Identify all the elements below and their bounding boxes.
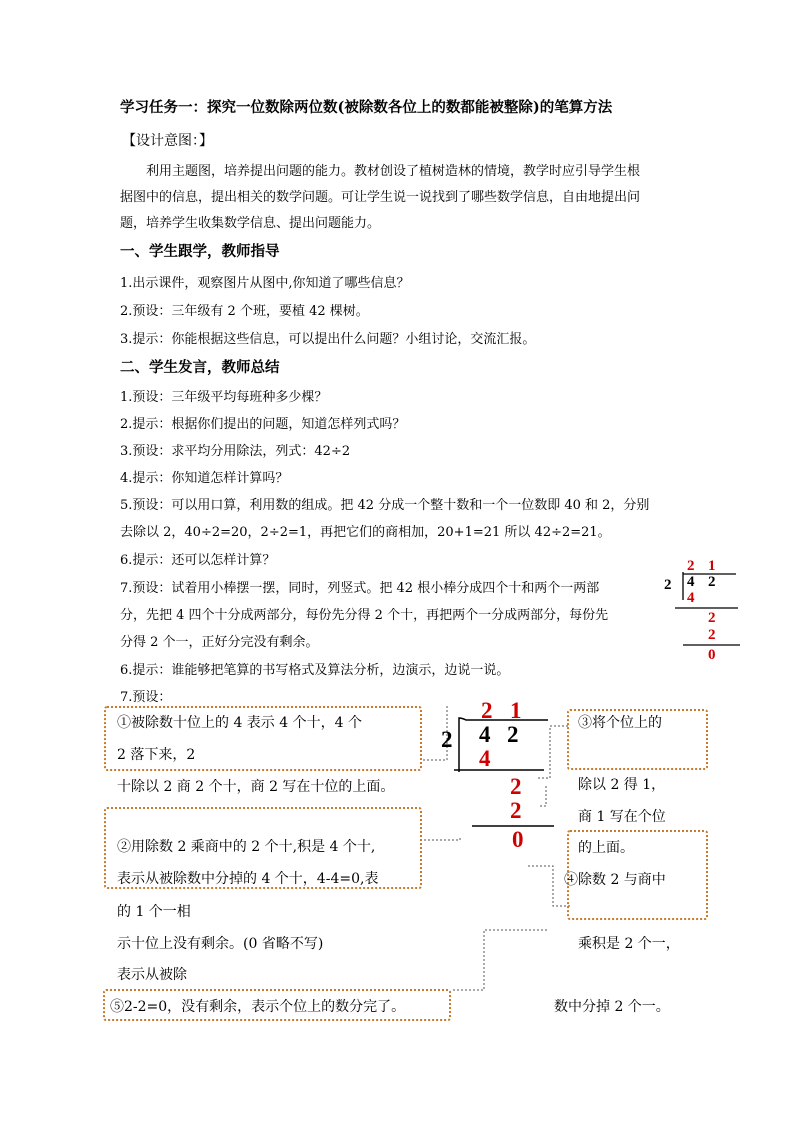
intent-line: 题，培养学生收集数学信息、提出问题能力。 [120, 216, 381, 231]
big-remainder: 0 [512, 827, 524, 852]
small-quotient-ones: 1 [708, 558, 716, 574]
big-quotient-ones: 1 [510, 698, 522, 723]
big-divisor: 2 [441, 727, 453, 752]
note2-text: 表示从被除 [117, 967, 187, 983]
note2-text: 的 1 个一相 [117, 904, 191, 920]
big-quotient-tens: 2 [481, 698, 493, 723]
section-heading: 二、学生发言，教师总结 [120, 359, 280, 376]
big-step2a: 2 [510, 774, 522, 799]
big-dividend-ones: 2 [507, 722, 519, 747]
small-quotient-tens: 2 [687, 558, 695, 574]
note2-text: ②用除数 2 乘商中的 2 个十,积是 4 个十, [117, 839, 376, 855]
list-item: 去除以 2，40÷2=20，2÷2=1，再把它们的商相加，20+1=21 所以 42÷2=21。 [120, 525, 611, 540]
list-item: 6.提示：谁能够把笔算的书写格式及算法分析，边演示，边说一说。 [120, 663, 510, 678]
list-item: 2.提示：根据你们提出的问题，知道怎样列式吗？ [120, 417, 406, 432]
list-item: 1.预设：三年级平均每班种多少棵？ [120, 390, 328, 405]
small-dividend-ones: 2 [708, 574, 716, 590]
list-item: 3.提示：你能根据这些信息，可以提出什么问题？小组讨论，交流汇报。 [120, 332, 536, 347]
list-item: 7.预设： [120, 690, 172, 705]
small-step1: 4 [687, 590, 695, 606]
note4-text: 数中分掉 2 个一。 [554, 999, 670, 1015]
list-item: 7.预设：试着用小棒摆一摆，同时，列竖式。把 42 根小棒分成四个十和两个一两部 [120, 581, 600, 596]
big-step2b: 2 [510, 798, 522, 823]
big-dividend-tens: 4 [479, 722, 491, 747]
design-intent-label: 【设计意图：】 [122, 133, 213, 149]
note1-text: 2 落下来，2 [117, 747, 196, 763]
small-dividend-tens: 4 [687, 574, 695, 590]
note4-text: ④除数 2 与商中 [564, 872, 666, 888]
note5-text: ⑤2-2=0，没有剩余，表示个位上的数分完了。 [110, 999, 406, 1015]
note3-text: 商 1 写在个位 [578, 809, 666, 825]
note4-text: 乘积是 2 个一， [578, 936, 680, 952]
page-title: 学习任务一：探究一位数除两位数(被除数各位上的数都能被整除)的笔算方法 [120, 99, 613, 116]
intent-line: 利用主题图，培养提出问题的能力。教材创设了植树造林的情境，教学时应引导学生根 [146, 164, 641, 179]
note3-text: ③将个位上的 [578, 715, 662, 731]
list-item: 1.出示课件，观察图片从图中,你知道了哪些信息？ [120, 276, 410, 291]
small-divisor: 2 [664, 577, 672, 593]
list-item: 6.提示：还可以怎样计算？ [120, 553, 276, 568]
small-step2b: 2 [708, 627, 716, 643]
note2-text: 示十位上没有剩余。(0 省略不写) [117, 936, 324, 952]
list-item: 2.预设：三年级有 2 个班，要植 42 棵树。 [120, 304, 369, 319]
note3-text: 除以 2 得 1， [578, 777, 666, 793]
note3-text: 的上面。 [578, 840, 634, 856]
list-item: 分得 2 个一，正好分完没有剩余。 [120, 635, 319, 650]
list-item: 4.提示：你知道怎样计算吗？ [120, 471, 289, 486]
big-step1: 4 [479, 746, 491, 771]
section-heading: 一、学生跟学，教师指导 [120, 243, 280, 260]
list-item: 3.预设：求平均分用除法，列式：42÷2 [120, 444, 351, 459]
note1-text: 十除以 2 商 2 个十，商 2 写在十位的上面。 [117, 779, 395, 795]
note2-text: 表示从被除数中分掉的 4 个十，4-4=0,表 [117, 871, 379, 887]
small-remainder: 0 [708, 647, 716, 663]
intent-line: 据图中的信息，提出相关的数学问题。可让学生说一说找到了哪些数学信息，自由地提出问 [120, 190, 641, 205]
list-item: 分，先把 4 四个十分成两部分，每份先分得 2 个十，再把两个一分成两部分，每份先 [120, 608, 609, 623]
small-step2a: 2 [708, 610, 716, 626]
list-item: 5.预设：可以用口算，利用数的组成。把 42 分成一个整十数和一个一位数即 40 和 2，分别 [120, 498, 650, 513]
note1-text: ①被除数十位上的 4 表示 4 个十，4 个 [117, 715, 362, 731]
